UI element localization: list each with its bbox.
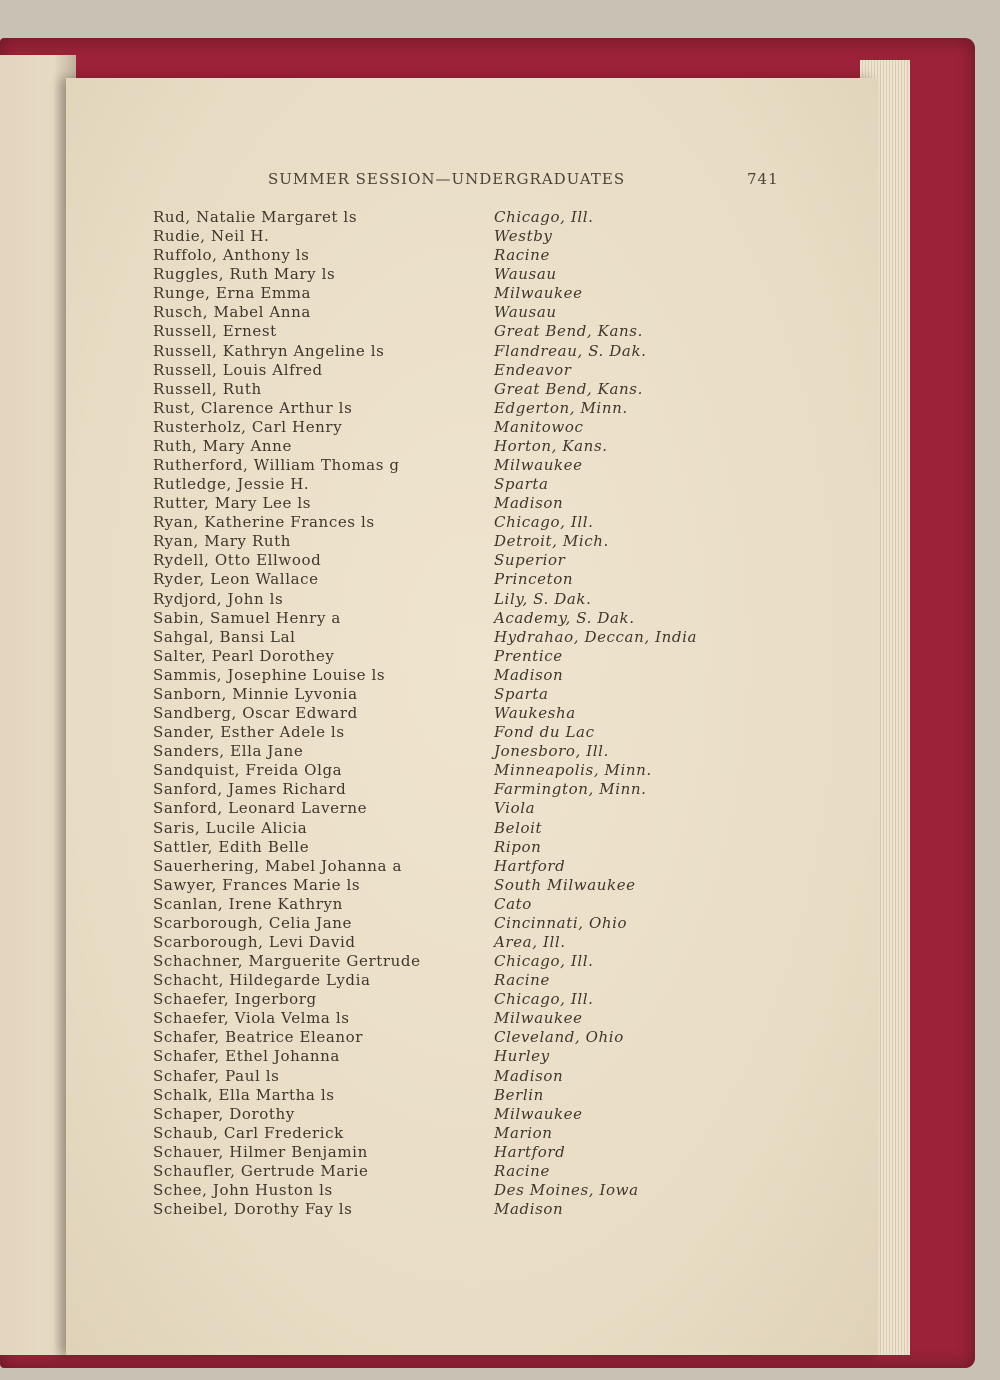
student-hometown: Milwaukee — [494, 456, 583, 475]
student-hometown: Madison — [494, 494, 564, 513]
student-name: Schaper, Dorothy — [153, 1104, 295, 1123]
student-hometown: Lily, S. Dak. — [494, 589, 592, 608]
list-item — [0, 1143, 1000, 1162]
student-name: Ruffolo, Anthony ls — [153, 246, 310, 265]
student-hometown: Ripon — [494, 837, 542, 856]
student-name: Schauer, Hilmer Benjamin — [153, 1142, 368, 1161]
list-item — [0, 761, 1000, 780]
list-item — [0, 590, 1000, 609]
student-name: Salter, Pearl Dorothey — [153, 646, 335, 665]
list-item — [0, 303, 1000, 322]
student-hometown: Chicago, Ill. — [494, 952, 594, 971]
running-title: SUMMER SESSION—UNDERGRADUATES — [268, 170, 626, 188]
student-name: Schacht, Hildegarde Lydia — [153, 971, 371, 990]
student-name: Sauerhering, Mabel Johanna a — [153, 856, 402, 875]
student-name: Sahgal, Bansi Lal — [153, 627, 296, 646]
student-hometown: Wausau — [494, 265, 557, 284]
student-name: Scanlan, Irene Kathryn — [153, 894, 343, 913]
student-name: Sander, Esther Adele ls — [153, 723, 345, 742]
student-name: Rutter, Mary Lee ls — [153, 494, 312, 513]
student-name: Sanders, Ella Jane — [153, 742, 304, 761]
list-item — [0, 742, 1000, 761]
student-name: Rusch, Mabel Anna — [153, 303, 311, 322]
running-header — [0, 170, 1000, 190]
list-item — [0, 1162, 1000, 1181]
student-hometown: Area, Ill. — [494, 932, 566, 951]
student-name: Sandquist, Freida Olga — [153, 761, 343, 780]
student-hometown: Flandreau, S. Dak. — [494, 341, 647, 360]
student-name: Scheibel, Dorothy Fay ls — [153, 1200, 353, 1219]
student-name: Schafer, Beatrice Eleanor — [153, 1028, 364, 1047]
student-name: Ryan, Mary Ruth — [153, 532, 292, 551]
student-hometown: Academy, S. Dak. — [494, 608, 635, 627]
student-name: Schalk, Ella Martha ls — [153, 1085, 335, 1104]
student-hometown: Milwaukee — [494, 1104, 583, 1123]
student-hometown: Detroit, Mich. — [494, 532, 609, 551]
student-hometown: Farmington, Minn. — [494, 780, 647, 799]
list-item — [0, 1200, 1000, 1219]
student-hometown: Marion — [494, 1123, 553, 1142]
student-hometown: Endeavor — [494, 360, 572, 379]
list-item — [0, 895, 1000, 914]
list-item — [0, 456, 1000, 475]
list-item — [0, 437, 1000, 456]
student-hometown: Jonesboro, Ill. — [494, 742, 609, 761]
student-hometown: South Milwaukee — [494, 875, 636, 894]
list-item — [0, 971, 1000, 990]
student-hometown: Chicago, Ill. — [494, 513, 594, 532]
student-name: Schaub, Carl Frederick — [153, 1123, 344, 1142]
list-item — [0, 570, 1000, 589]
student-name: Sanborn, Minnie Lyvonia — [153, 684, 358, 703]
student-list — [0, 208, 1000, 1219]
student-name: Runge, Erna Emma — [153, 284, 312, 303]
student-name: Sammis, Josephine Louise ls — [153, 665, 386, 684]
list-item — [0, 1105, 1000, 1124]
list-item — [0, 1181, 1000, 1200]
list-item — [0, 551, 1000, 570]
student-hometown: Hartford — [494, 1142, 566, 1161]
list-item — [0, 418, 1000, 437]
student-name: Rusterholz, Carl Henry — [153, 417, 343, 436]
list-item — [0, 933, 1000, 952]
student-hometown: Prentice — [494, 646, 563, 665]
list-item — [0, 819, 1000, 838]
list-item — [0, 380, 1000, 399]
student-name: Schaefer, Ingerborg — [153, 990, 317, 1009]
list-item — [0, 399, 1000, 418]
student-name: Schachner, Marguerite Gertrude — [153, 952, 421, 971]
list-item — [0, 990, 1000, 1009]
student-hometown: Cincinnati, Ohio — [494, 913, 628, 932]
student-name: Sanford, James Richard — [153, 780, 347, 799]
student-name: Russell, Kathryn Angeline ls — [153, 341, 385, 360]
student-name: Rydjord, John ls — [153, 589, 284, 608]
list-item — [0, 265, 1000, 284]
student-hometown: Viola — [494, 799, 536, 818]
list-item — [0, 208, 1000, 227]
list-item — [0, 1047, 1000, 1066]
student-name: Schafer, Paul ls — [153, 1066, 280, 1085]
list-item — [0, 876, 1000, 895]
student-hometown: Cato — [494, 894, 532, 913]
student-hometown: Racine — [494, 246, 550, 265]
student-hometown: Manitowoc — [494, 417, 584, 436]
student-hometown: Cleveland, Ohio — [494, 1028, 624, 1047]
list-item — [0, 647, 1000, 666]
student-hometown: Des Moines, Iowa — [494, 1180, 639, 1199]
list-item — [0, 1028, 1000, 1047]
student-hometown: Waukesha — [494, 704, 576, 723]
list-item — [0, 227, 1000, 246]
list-item — [0, 799, 1000, 818]
student-name: Rust, Clarence Arthur ls — [153, 398, 353, 417]
list-item — [0, 342, 1000, 361]
student-name: Rudie, Neil H. — [153, 227, 270, 246]
student-hometown: Horton, Kans. — [494, 436, 608, 455]
list-item — [0, 284, 1000, 303]
student-hometown: Superior — [494, 551, 566, 570]
list-item — [0, 532, 1000, 551]
list-item — [0, 952, 1000, 971]
student-hometown: Chicago, Ill. — [494, 208, 594, 226]
student-hometown: Hydrahao, Deccan, India — [494, 627, 698, 646]
student-name: Schaefer, Viola Velma ls — [153, 1009, 350, 1028]
student-hometown: Berlin — [494, 1085, 544, 1104]
list-item — [0, 838, 1000, 857]
list-item — [0, 494, 1000, 513]
student-hometown: Fond du Lac — [494, 723, 595, 742]
student-name: Scarborough, Levi David — [153, 932, 356, 951]
list-item — [0, 628, 1000, 647]
student-hometown: Sparta — [494, 475, 549, 494]
list-item — [0, 723, 1000, 742]
student-name: Russell, Ruth — [153, 379, 262, 398]
student-name: Schafer, Ethel Johanna — [153, 1047, 340, 1066]
student-hometown: Great Bend, Kans. — [494, 379, 643, 398]
student-hometown: Beloit — [494, 818, 543, 837]
student-hometown: Princeton — [494, 570, 574, 589]
student-hometown: Hurley — [494, 1047, 550, 1066]
list-item — [0, 1009, 1000, 1028]
student-name: Sanford, Leonard Laverne — [153, 799, 368, 818]
student-name: Rutherford, William Thomas g — [153, 456, 400, 475]
student-name: Schaufler, Gertrude Marie — [153, 1161, 369, 1180]
student-name: Sawyer, Frances Marie ls — [153, 875, 361, 894]
student-hometown: Racine — [494, 1161, 550, 1180]
student-hometown: Wausau — [494, 303, 557, 322]
list-item — [0, 1124, 1000, 1143]
list-item — [0, 609, 1000, 628]
student-hometown: Madison — [494, 665, 564, 684]
student-hometown: Chicago, Ill. — [494, 990, 594, 1009]
list-item — [0, 246, 1000, 265]
student-name: Scarborough, Celia Jane — [153, 913, 353, 932]
student-hometown: Milwaukee — [494, 1009, 583, 1028]
page-number: 741 — [747, 170, 779, 188]
student-name: Sabin, Samuel Henry a — [153, 608, 341, 627]
list-item — [0, 475, 1000, 494]
list-item — [0, 704, 1000, 723]
student-hometown: Westby — [494, 227, 553, 246]
student-hometown: Racine — [494, 971, 550, 990]
student-name: Ruggles, Ruth Mary ls — [153, 265, 336, 284]
list-item — [0, 1086, 1000, 1105]
student-name: Russell, Ernest — [153, 322, 277, 341]
list-item — [0, 857, 1000, 876]
list-item — [0, 780, 1000, 799]
student-name: Sandberg, Oscar Edward — [153, 704, 358, 723]
list-item — [0, 361, 1000, 380]
student-name: Ryan, Katherine Frances ls — [153, 513, 375, 532]
student-hometown: Great Bend, Kans. — [494, 322, 643, 341]
student-hometown: Madison — [494, 1066, 564, 1085]
student-hometown: Milwaukee — [494, 284, 583, 303]
student-name: Rud, Natalie Margaret ls — [153, 208, 358, 226]
student-hometown: Sparta — [494, 684, 549, 703]
student-name: Rutledge, Jessie H. — [153, 475, 310, 494]
list-item — [0, 914, 1000, 933]
student-name: Russell, Louis Alfred — [153, 360, 323, 379]
student-hometown: Madison — [494, 1200, 564, 1219]
student-name: Rydell, Otto Ellwood — [153, 551, 322, 570]
list-item — [0, 513, 1000, 532]
student-hometown: Edgerton, Minn. — [494, 398, 628, 417]
student-name: Schee, John Huston ls — [153, 1180, 333, 1199]
student-name: Sattler, Edith Belle — [153, 837, 310, 856]
student-name: Ruth, Mary Anne — [153, 436, 292, 455]
list-item — [0, 322, 1000, 341]
list-item — [0, 1067, 1000, 1086]
student-hometown: Hartford — [494, 856, 566, 875]
list-item — [0, 685, 1000, 704]
list-item — [0, 666, 1000, 685]
student-hometown: Minneapolis, Minn. — [494, 761, 652, 780]
student-name: Saris, Lucile Alicia — [153, 818, 308, 837]
student-name: Ryder, Leon Wallace — [153, 570, 319, 589]
